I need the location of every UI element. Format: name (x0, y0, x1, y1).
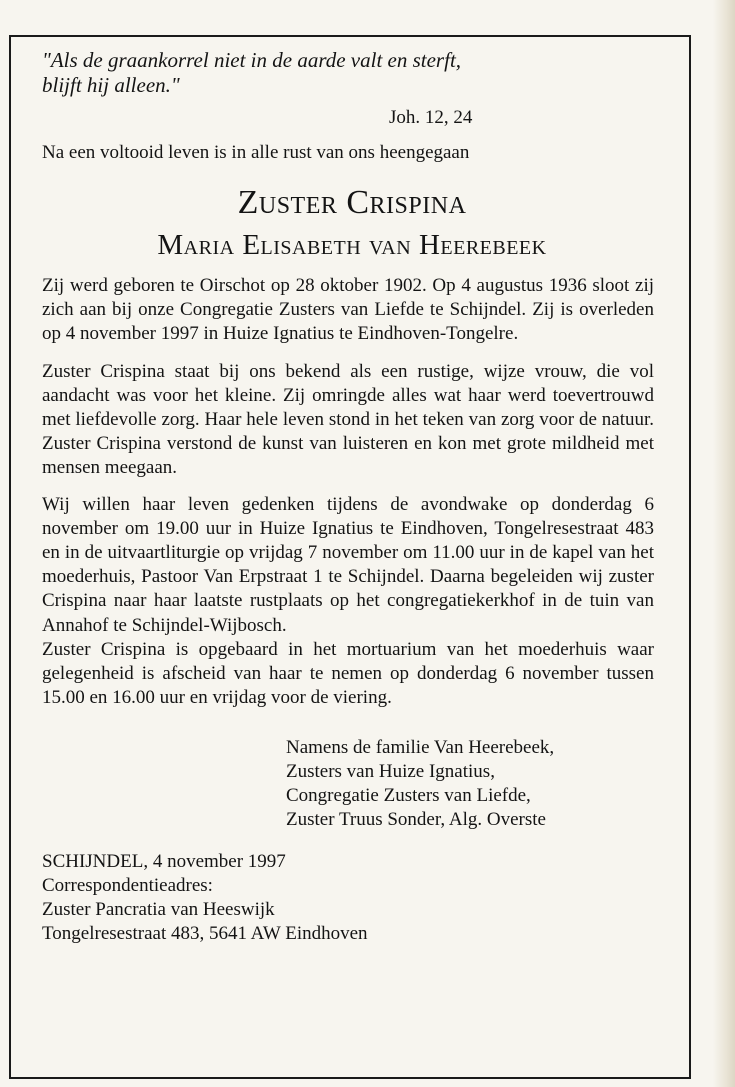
bible-verse-line-1: "Als de graankorrel niet in de aarde valt en sterft, (42, 48, 462, 72)
bible-reference: Joh. 12, 24 (389, 107, 473, 128)
paragraph-biography: Zij werd geboren te Oirschot op 28 oktober 1902. Op 4 augustus 1936 sloot zij zich aan bij onze Congregatie Zusters van Liefde te Schijndel. Zij is overleden op 4 november 1997 in Huize Ignatius te Eindhoven-Tongelre. (42, 275, 654, 345)
intro-text: Na een voltooid leven is in alle rust van ons heengegaan (42, 142, 470, 163)
paper-edge (713, 0, 735, 1087)
paragraph-services: Wij willen haar leven gedenken tijdens de avondwake op donderdag 6 november om 19.00 uur in Huize Ignatius te Eindhoven, Tongelresestraat 483 en in de uitvaartliturgie op vrijdag 7 november om 11.00 uur in de kapel van het moederhuis, Pastoor Van Erpstraat 1 te Schijndel. Daarna begeleiden wij zuster Crispina naar haar laatste rustplaats op het congregatiekerkhof in de tuin van Annahof te Schijndel-Wijbosch. (42, 493, 654, 636)
correspondence-label: Correspondentieadres: (42, 875, 213, 897)
footer (42, 850, 654, 946)
signature-line: Zuster Truus Sonder, Alg. Overste (286, 809, 546, 831)
correspondence-name: Zuster Pancratia van Heeswijk (42, 899, 275, 921)
obituary-card (42, 48, 654, 946)
bible-verse-line-2: blijft hij alleen." (42, 73, 180, 97)
signature-line: Zusters van Huize Ignatius, (286, 761, 495, 783)
civil-name: Maria Elisabeth van Heerebeek (157, 229, 547, 261)
religious-name: Zuster Crispina (237, 184, 467, 221)
signature-line: Namens de familie Van Heerebeek, (286, 737, 555, 759)
correspondence-address: Tongelresestraat 483, 5641 AW Eindhoven (42, 923, 368, 945)
signature-line: Congregatie Zusters van Liefde, (286, 785, 531, 807)
place-date: SCHIJNDEL, 4 november 1997 (42, 851, 286, 873)
paragraph-character: Zuster Crispina staat bij ons bekend als een rustige, wijze vrouw, die vol aandacht was voor het kleine. Zij omringde alles wat haar werd toevertrouwd met liefdevolle zorg. Haar hele leven stond in het teken van zorg voor de natuur. Zuster Crispina verstond de kunst van luisteren en kon met grote mildheid met mensen meegaan. (42, 360, 654, 479)
paragraph-viewing: Zuster Crispina is opgebaard in het mortuarium van het moederhuis waar gelegenheid is afscheid van haar te nemen op donderdag 6 november tussen 15.00 en 16.00 uur en vrijdag voor de viering. (42, 638, 654, 709)
signatures (286, 736, 654, 832)
